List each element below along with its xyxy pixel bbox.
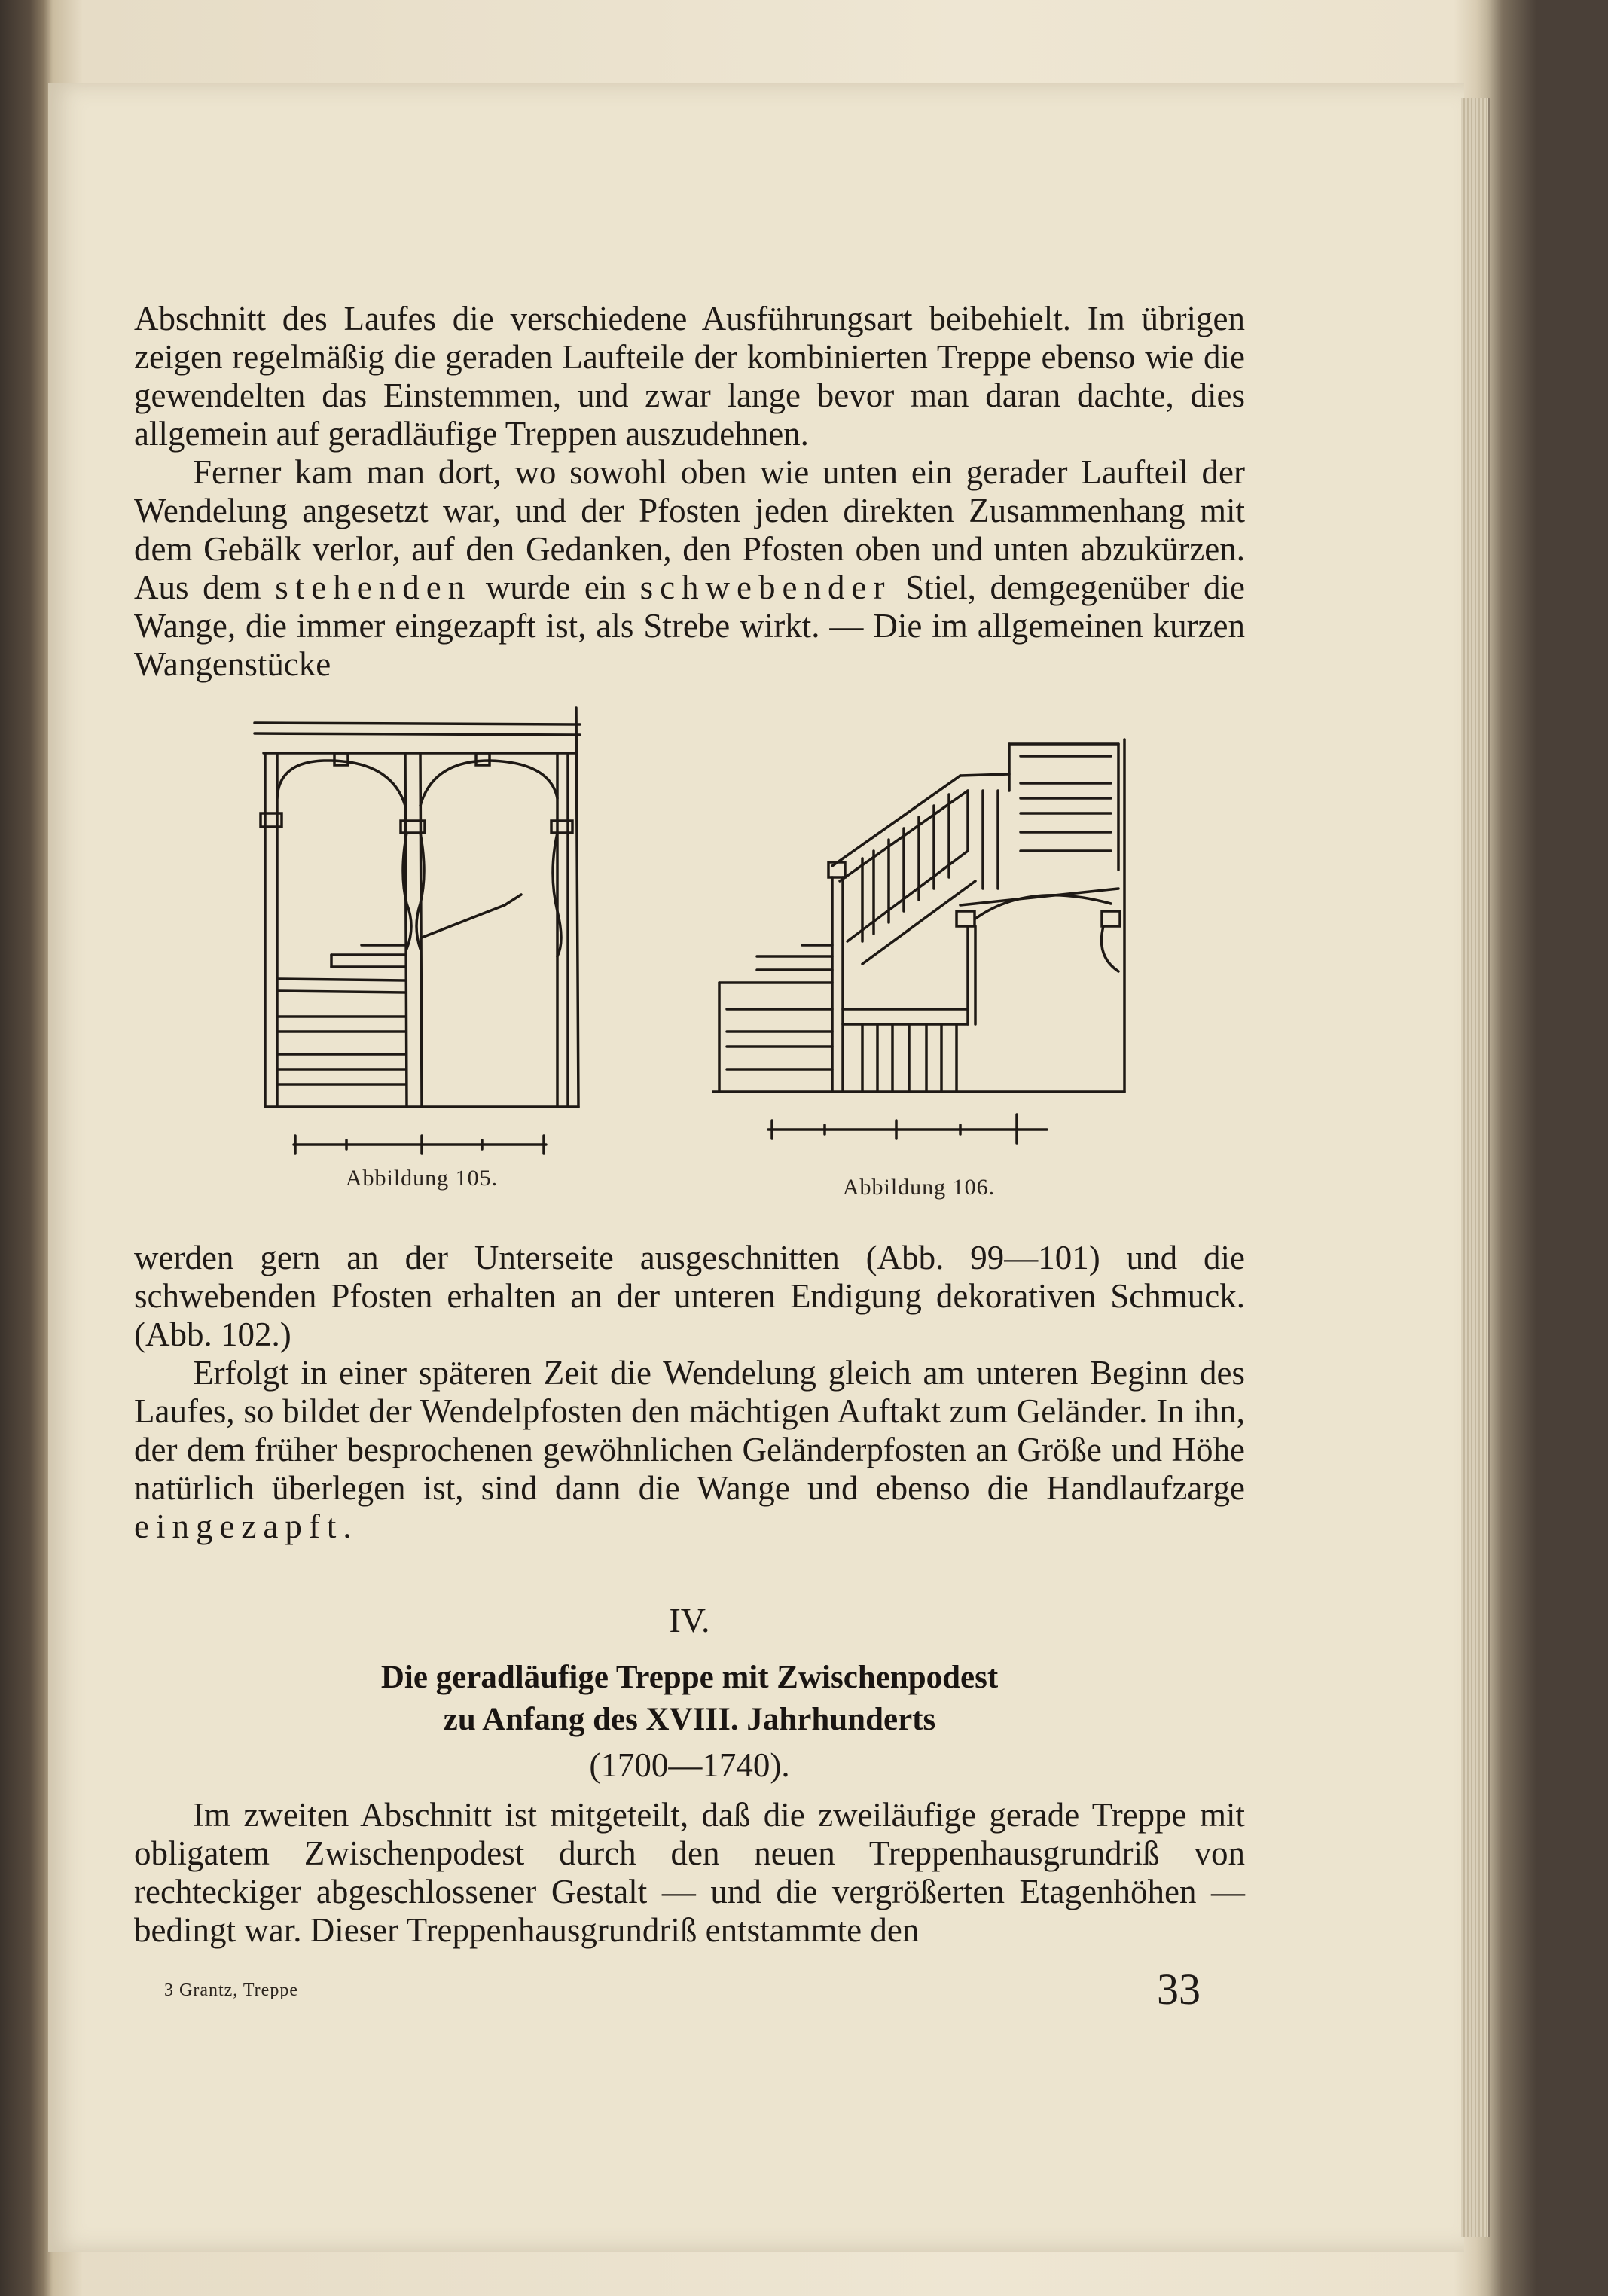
spaced-word: stehenden	[275, 569, 472, 606]
paragraph-erfolgt-text	[134, 1354, 1245, 1546]
section-title	[134, 1657, 1245, 1741]
paragraph-final-text: Im zweiten Abschnitt ist mitgeteilt, daß die zweiläufige gerade Treppe mit obligatem Zwischenpodest durch den neuen Treppenhausgrundriß von rechteckiger abgeschlossener Gestalt — und die vergrößerten Etagenhöhen — bedingt war. Dieser Treppenhausgrundriß entstammte den	[134, 1796, 1245, 1949]
paragraph-top	[134, 300, 1245, 453]
paragraph-after-figures-text: werden gern an der Unterseite ausgeschnitten (Abb. 99—101) und die schwebenden Pfosten erhalten an der unteren Endigung dekorativen Schmuck. (Abb. 102.)	[134, 1239, 1245, 1353]
figure-106-drawing	[712, 730, 1134, 1167]
figure-105-drawing	[249, 700, 603, 1167]
footer-signature: 3 Grantz, Treppe	[164, 1980, 298, 2000]
paragraph-erfolgt	[134, 1354, 1245, 1546]
spaced-word: schwebender	[639, 569, 892, 606]
section-years: (1700—1740).	[589, 1746, 790, 1784]
figure-106-caption: Abbildung 106.	[842, 1175, 996, 1200]
page-number: 33	[1157, 1965, 1201, 2014]
paragraph-top-text: Abschnitt des Laufes die verschiedene Ausführungsart beibehielt. Im übrigen zeigen regelmäßig die geraden Laufteile der kombinierten Treppe ebenso wie die gewendelten das Einstemmen, und zwar lange bevor man daran dachte, dies allgemein auf geradläufige Treppen auszudehnen.	[134, 300, 1245, 453]
paragraph-final	[134, 1796, 1245, 1950]
paragraph-second-text	[134, 453, 1245, 684]
text-run: wurde ein	[471, 569, 640, 606]
paragraph-after-figures	[134, 1239, 1245, 1354]
text-run: .	[343, 1508, 352, 1545]
figure-105-caption: Abbildung 105.	[345, 1166, 499, 1191]
section-title-line-1: Die geradläufige Treppe mit Zwischenpodest	[380, 1660, 999, 1695]
spaced-word: eingezapft	[134, 1508, 343, 1545]
page-edge-stack	[1461, 98, 1490, 2237]
section-title-line-2: zu Anfang des XVIII. Jahrhunderts	[443, 1702, 936, 1737]
text-run: Erfolgt in einer späteren Zeit die Wendelung gleich am unteren Beginn des Laufes, so bildet der Wendelpfosten den mächtigen Auftakt zum Geländer. In ihn, der dem früher besprochenen gewöhnlichen Geländerpfosten an Größe und Höhe natürlich überlegen ist, sind dann die Wange und ebenso die Handlaufzarge	[134, 1354, 1245, 1507]
paragraph-second	[134, 453, 1245, 684]
text-run: Stiel, demgegenüber die Wange, die immer eingezapft ist, als Strebe wirkt. — Die im allgemeinen kurzen Wangenstücke	[134, 569, 1245, 683]
section-number: IV.	[669, 1601, 710, 1639]
text-run: Ferner kam man dort, wo sowohl oben wie unten ein gerader Laufteil der Wendelung angesetzt war, und der Pfosten jeden direkten Zusammenhang mit dem Gebälk verlor, auf den Gedanken, den Pfosten oben und unten abzukürzen. Aus dem	[134, 453, 1245, 606]
